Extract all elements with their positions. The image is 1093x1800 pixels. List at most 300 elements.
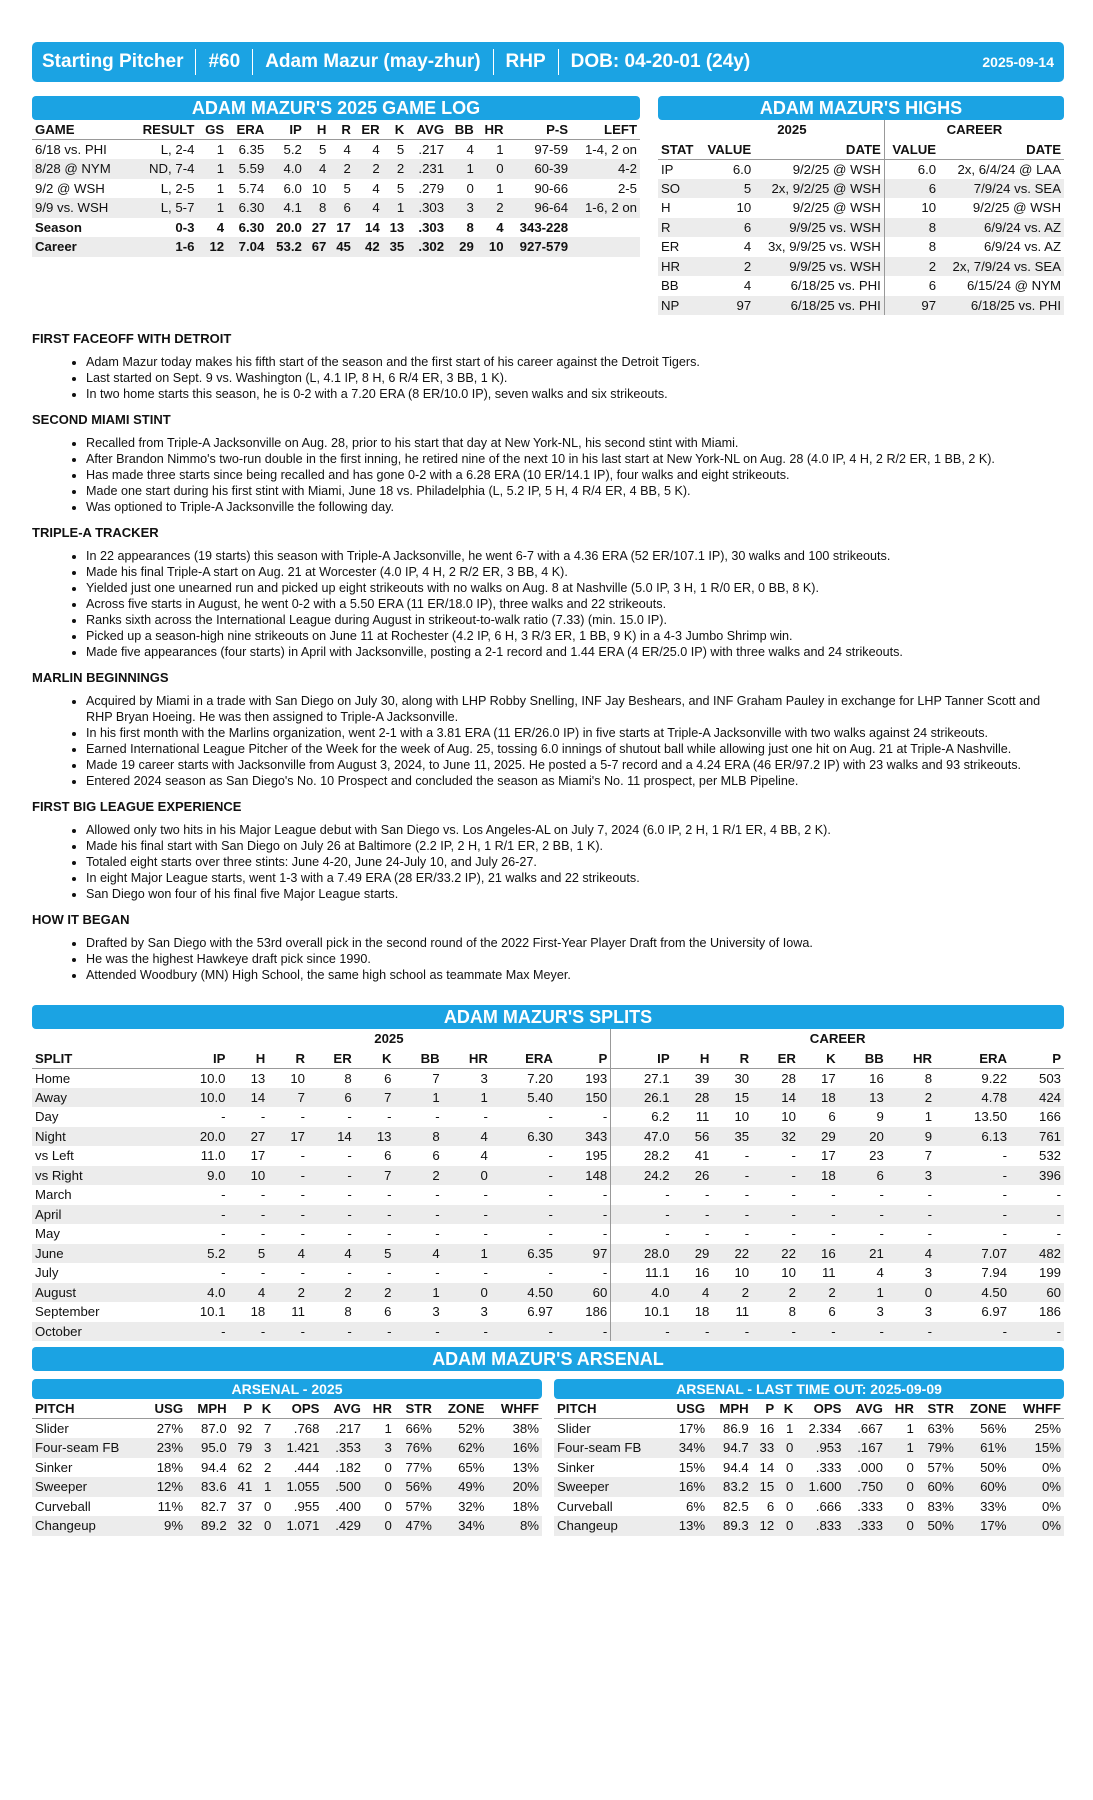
header-divider bbox=[252, 49, 253, 75]
splits-row bbox=[32, 1283, 1064, 1303]
arsenal-last-outing-cell: .666 bbox=[815, 1498, 842, 1514]
splits-cell: 27.1 bbox=[643, 1070, 670, 1086]
arsenal-2025-header: STR bbox=[395, 1399, 435, 1419]
splits-cell: - bbox=[491, 1322, 556, 1342]
splits-cell: 9.0 bbox=[168, 1166, 229, 1186]
arsenal-last-outing-cell: 57% bbox=[927, 1459, 954, 1475]
arsenal-last-outing-cell: Changeup bbox=[554, 1516, 665, 1536]
notes-item: • In 22 appearances (19 starts) this season with Triple-A Jacksonville, he went 6-7 with a 4.36 ERA (52 ER/107.1 IP), 30 walks and 100 strikeouts. bbox=[86, 548, 1064, 564]
highs-cell: 6/18/25 vs. PHI bbox=[754, 296, 884, 316]
splits-cell: 199 bbox=[1038, 1265, 1061, 1281]
notes-item: • After Brandon Nimmo's two-run double in the first inning, he retired nine of the next 10 in his last start at New York-NL on Aug. 28 (4.0 IP, 4 H, 2 R/2 ER, 1 BB, 2 K). bbox=[86, 451, 1064, 467]
arsenal-last-outing-header: USG bbox=[665, 1399, 708, 1419]
splits-cell: March bbox=[35, 1187, 72, 1203]
highs-row bbox=[658, 218, 1064, 238]
arsenal-2025-header: HR bbox=[364, 1399, 395, 1419]
game-log-header: P-S bbox=[507, 120, 572, 140]
arsenal-last-outing-cell: 0 bbox=[906, 1498, 914, 1514]
splits-cell: 7.07 bbox=[935, 1244, 1010, 1264]
arsenal-2025-cell: Sweeper bbox=[32, 1477, 143, 1497]
splits-cell: - bbox=[935, 1205, 1010, 1225]
arsenal-2025-cell: 52% bbox=[458, 1421, 485, 1436]
splits-cell: - bbox=[300, 1265, 305, 1281]
notes-item: • Yielded just one unearned run and picked up eight strikeouts with no walks on Aug. 8 at Nashville (5.0 IP, 3 H, 1 R/0 ER, 0 BB, 8 K). bbox=[86, 580, 1064, 596]
game-log-cell: 1 bbox=[383, 198, 408, 218]
arsenal-last-outing-cell: 16 bbox=[759, 1421, 775, 1436]
arsenal-last-outing-cell: 0 bbox=[886, 1477, 917, 1497]
splits-cell: - bbox=[221, 1226, 226, 1242]
splits-cell: - bbox=[831, 1226, 836, 1242]
arsenal-2025-cell: 0 bbox=[364, 1516, 395, 1536]
highs-cell: 4 bbox=[743, 278, 752, 294]
splits-cell: - bbox=[300, 1148, 305, 1164]
arsenal-last-outing-cell: 0% bbox=[1009, 1516, 1064, 1536]
arsenal-last-outing-cell: 13% bbox=[665, 1516, 708, 1536]
highs-header: VALUE bbox=[700, 140, 754, 160]
game-log-cell: 10 bbox=[311, 180, 327, 196]
splits-cell: 27 bbox=[228, 1127, 268, 1147]
game-log-total-cell: 4 bbox=[216, 219, 225, 235]
arsenal-last-outing-row bbox=[554, 1497, 1064, 1517]
game-log-cell: 9/2 @ WSH bbox=[35, 180, 105, 196]
splits-group-career: CAREER bbox=[809, 1031, 866, 1047]
highs-row bbox=[658, 237, 1064, 257]
game-log-cell: 5.74 bbox=[238, 180, 265, 196]
game-log-total-cell: 45 bbox=[329, 237, 354, 257]
highs-header: DATE bbox=[939, 140, 1064, 160]
splits-cell: 4 bbox=[443, 1127, 491, 1147]
splits-cell: 10 bbox=[734, 1265, 750, 1281]
splits-cell: 13 bbox=[839, 1088, 887, 1108]
splits-cell: - bbox=[935, 1166, 1010, 1186]
splits-cell: - bbox=[1010, 1322, 1064, 1342]
arsenal-last-outing-header: WHFF bbox=[1009, 1399, 1064, 1419]
splits-cell: 4 bbox=[228, 1283, 268, 1303]
arsenal-2025-cell: 34% bbox=[435, 1516, 488, 1536]
game-log-total-cell: 6.30 bbox=[238, 219, 265, 235]
arsenal-title: ADAM MAZUR'S ARSENAL bbox=[32, 1347, 1064, 1371]
game-log-cell: 90-66 bbox=[534, 180, 569, 196]
splits-cell: 13.50 bbox=[974, 1109, 1008, 1125]
splits-cell: - bbox=[791, 1226, 796, 1242]
game-log-total-cell: 927-579 bbox=[507, 237, 572, 257]
splits-cell: 6 bbox=[384, 1304, 392, 1320]
splits-cell: 532 bbox=[1038, 1148, 1061, 1164]
game-log-cell: 5.2 bbox=[283, 142, 302, 157]
notes-item: • Last started on Sept. 9 vs. Washington (L, 4.1 IP, 8 H, 6 R/4 ER, 3 BB, 1 K). bbox=[86, 370, 1064, 386]
splits-cell: - bbox=[491, 1205, 556, 1225]
game-log-cell: 1 bbox=[197, 198, 227, 218]
splits-cell: 20.0 bbox=[168, 1127, 229, 1147]
splits-cell: - bbox=[673, 1322, 713, 1342]
splits-cell: 2 bbox=[752, 1283, 799, 1303]
game-log-cell: 4 bbox=[343, 142, 351, 157]
highs-cell: HR bbox=[658, 257, 700, 277]
arsenal-last-outing-row bbox=[554, 1419, 1064, 1439]
splits-cell: June bbox=[32, 1244, 168, 1264]
splits-cell: 20 bbox=[839, 1127, 887, 1147]
arsenal-last-outing-cell: 83% bbox=[927, 1498, 954, 1514]
notes-item: • Entered 2024 season as San Diego's No. 10 Prospect and concluded the season as Miami's No. 11 prospect, per MLB Pipeline. bbox=[86, 773, 1064, 789]
splits-cell: 10.0 bbox=[168, 1088, 229, 1108]
highs-cell: 6 bbox=[700, 218, 754, 238]
splits-row bbox=[32, 1185, 1064, 1205]
game-log-cell: 5.59 bbox=[227, 159, 267, 179]
game-log-header: GS bbox=[197, 120, 227, 140]
highs-header: DATE bbox=[754, 140, 884, 160]
splits-cell: - bbox=[268, 1322, 308, 1342]
splits-cell: 3 bbox=[432, 1304, 440, 1320]
notes-item: • Has made three starts since being recalled and has gone 0-2 with a 6.28 ERA (10 ER/14.1 IP), four walks and eight strikeouts. bbox=[86, 467, 1064, 483]
arsenal-2025-header: WHFF bbox=[487, 1399, 542, 1419]
game-log-total-row bbox=[32, 218, 640, 238]
highs-cell: 97 bbox=[700, 296, 754, 316]
arsenal-last-outing-cell: .167 bbox=[844, 1438, 885, 1458]
splits-header: R bbox=[268, 1049, 308, 1069]
arsenal-2025-row bbox=[32, 1458, 542, 1478]
game-log-title: ADAM MAZUR'S 2025 GAME LOG bbox=[32, 96, 640, 120]
game-log-cell: 8 bbox=[305, 198, 330, 218]
game-log-cell: 2 bbox=[354, 159, 383, 179]
highs-cell: 8 bbox=[928, 239, 937, 255]
notes-heading: FIRST FACEOFF WITH DETROIT bbox=[32, 331, 232, 346]
arsenal-2025-cell: 62% bbox=[435, 1438, 488, 1458]
splits-cell: 1 bbox=[395, 1088, 443, 1108]
splits-cell: - bbox=[228, 1322, 268, 1342]
splits-row bbox=[32, 1263, 1064, 1283]
game-log-cell: 1 bbox=[447, 159, 477, 179]
arsenal-2025-row bbox=[32, 1419, 542, 1439]
splits-cell: - bbox=[752, 1166, 799, 1186]
game-log-cell: 6.35 bbox=[238, 142, 265, 157]
splits-cell: - bbox=[491, 1166, 556, 1186]
splits-header: ERA bbox=[935, 1049, 1010, 1069]
splits-cell: - bbox=[387, 1109, 392, 1125]
notes-heading: TRIPLE-A TRACKER bbox=[32, 525, 159, 540]
splits-cell: 97 bbox=[556, 1244, 611, 1264]
splits-cell: 3 bbox=[924, 1265, 933, 1281]
splits-cell: 10 bbox=[228, 1166, 268, 1186]
highs-cell: 3x, 9/9/25 vs. WSH bbox=[754, 237, 884, 257]
arsenal-2025-cell: 77% bbox=[405, 1459, 432, 1475]
game-log-header: HR bbox=[477, 120, 507, 140]
splits-cell: 6 bbox=[828, 1109, 836, 1125]
arsenal-2025-cell: 32 bbox=[230, 1516, 256, 1536]
game-log-header: R bbox=[329, 120, 354, 140]
splits-cell: 30 bbox=[734, 1070, 750, 1086]
splits-cell: - bbox=[712, 1322, 752, 1342]
splits-cell: 2 bbox=[395, 1166, 443, 1186]
highs-cell: 4 bbox=[743, 239, 752, 255]
arsenal-2025-cell: 2 bbox=[263, 1459, 272, 1475]
splits-cell: - bbox=[556, 1205, 611, 1225]
splits-cell: - bbox=[300, 1109, 305, 1125]
arsenal-2025-header: P bbox=[230, 1399, 256, 1419]
game-log-cell: 4 bbox=[354, 198, 383, 218]
arsenal-2025-cell: 95.0 bbox=[186, 1438, 230, 1458]
arsenal-last-outing-cell: Curveball bbox=[557, 1498, 613, 1514]
notes-item: • Acquired by Miami in a trade with San Diego on July 30, along with LHP Robby Snelling, INF Jay Beshears, and INF Graham Pauley in exchange for LHP Tanner Scott and RHP Bryan Hoeing. He was then assigned to Triple-A Jacksonville. bbox=[86, 693, 1064, 725]
notes-item: • Picked up a season-high nine strikeouts on June 11 at Rochester (4.2 IP, 6 H, 3 R/3 ER, 1 BB, 9 K) in a 4-3 Jumbo Shrimp win. bbox=[86, 628, 1064, 644]
splits-cell: 28.0 bbox=[611, 1244, 673, 1264]
splits-cell: 18 bbox=[250, 1304, 266, 1320]
splits-cell: 6 bbox=[432, 1148, 440, 1164]
splits-cell: - bbox=[712, 1166, 752, 1186]
splits-cell: - bbox=[879, 1187, 884, 1203]
splits-cell: - bbox=[548, 1187, 553, 1203]
splits-cell: 10.1 bbox=[199, 1304, 226, 1320]
arsenal-2025-cell: 1.055 bbox=[274, 1477, 322, 1497]
arsenal-2025-cell: 13% bbox=[512, 1459, 539, 1475]
splits-cell: 10.0 bbox=[199, 1070, 226, 1086]
game-log-cell: 4-2 bbox=[571, 159, 640, 179]
arsenal-last-outing-header: OPS bbox=[796, 1399, 844, 1419]
splits-cell: - bbox=[260, 1109, 266, 1125]
arsenal-last-outing-cell: 50% bbox=[980, 1459, 1007, 1475]
arsenal-last-outing-cell: 50% bbox=[917, 1516, 957, 1536]
splits-cell: - bbox=[556, 1322, 611, 1342]
arsenal-last-outing-header: HR bbox=[886, 1399, 917, 1419]
splits-cell: - bbox=[799, 1322, 839, 1342]
notes-list bbox=[86, 822, 1064, 902]
splits-header: ER bbox=[308, 1049, 355, 1069]
game-log-total-cell: Season bbox=[35, 219, 82, 235]
arsenal-2025-cell: 16% bbox=[487, 1438, 542, 1458]
header-divider bbox=[558, 49, 559, 75]
splits-cell: 9.22 bbox=[981, 1070, 1008, 1086]
splits-cell: - bbox=[483, 1226, 488, 1242]
highs-cell: 6 bbox=[928, 278, 937, 294]
game-log-total-cell: 14 bbox=[365, 219, 380, 235]
notes-item: • Across five starts in August, he went 0-2 with a 5.50 ERA (11 ER/18.0 IP), three walks and 22 strikeouts. bbox=[86, 596, 1064, 612]
highs-section bbox=[658, 96, 1064, 315]
arsenal-last-outing-cell: Sweeper bbox=[554, 1477, 665, 1497]
splits-cell: 6 bbox=[384, 1070, 392, 1086]
splits-cell: 4.50 bbox=[491, 1283, 556, 1303]
arsenal-last-outing-cell: 1 bbox=[906, 1421, 914, 1436]
highs-cell: 6.0 bbox=[732, 161, 752, 177]
splits-group-2025: 2025 bbox=[168, 1029, 611, 1049]
splits-cell: - bbox=[548, 1265, 553, 1281]
arsenal-2025-cell: Sinker bbox=[35, 1459, 73, 1475]
splits-cell: - bbox=[1002, 1226, 1008, 1242]
highs-cell: 2x, 6/4/24 @ LAA bbox=[957, 161, 1061, 177]
splits-cell: 150 bbox=[556, 1088, 611, 1108]
splits-cell: - bbox=[548, 1109, 553, 1125]
arsenal-2025-cell: 41 bbox=[230, 1477, 256, 1497]
game-log-total-row bbox=[32, 237, 640, 257]
splits-cell: - bbox=[221, 1187, 226, 1203]
arsenal-last-outing-cell: 14 bbox=[759, 1459, 775, 1475]
splits-cell: 1 bbox=[924, 1109, 933, 1125]
arsenal-2025-cell: 1 bbox=[384, 1421, 392, 1436]
splits-cell: 24.2 bbox=[611, 1166, 673, 1186]
highs-cell: 8 bbox=[884, 218, 939, 238]
splits-cell: 9 bbox=[887, 1127, 935, 1147]
arsenal-last-outing-cell: 12 bbox=[752, 1516, 778, 1536]
arsenal-2025-cell: 94.4 bbox=[201, 1459, 227, 1475]
arsenal-2025-header: OPS bbox=[274, 1399, 322, 1419]
splits-cell: 11 bbox=[735, 1304, 750, 1320]
arsenal-last-outing-title: ARSENAL - LAST TIME OUT: 2025-09-09 bbox=[554, 1379, 1064, 1399]
highs-cell: 6 bbox=[884, 179, 939, 199]
splits-section bbox=[32, 1005, 1064, 1341]
game-log-cell: 6.30 bbox=[227, 198, 267, 218]
highs-cell: 6/18/25 vs. PHI bbox=[939, 296, 1064, 316]
splits-cell: 4 bbox=[480, 1148, 488, 1164]
arsenal-last-outing-cell: 0 bbox=[777, 1477, 796, 1497]
splits-cell: 11 bbox=[695, 1109, 710, 1125]
splits-cell: vs Right bbox=[32, 1166, 168, 1186]
arsenal-last-outing-cell: 15% bbox=[1009, 1438, 1064, 1458]
splits-cell: 22 bbox=[752, 1244, 799, 1264]
arsenal-2025-header: K bbox=[255, 1399, 274, 1419]
arsenal-2025-cell: 38% bbox=[512, 1421, 539, 1436]
arsenal-2025-cell: 1.421 bbox=[274, 1438, 322, 1458]
splits-cell: - bbox=[791, 1148, 796, 1164]
arsenal-2025-cell: 1 bbox=[255, 1477, 274, 1497]
arsenal-last-outing-cell: 60% bbox=[957, 1477, 1010, 1497]
arsenal-last-outing-cell: 83.2 bbox=[708, 1477, 752, 1497]
splits-cell: 8 bbox=[788, 1304, 796, 1320]
splits-cell: 21 bbox=[839, 1244, 887, 1264]
arsenal-2025-title: ARSENAL - 2025 bbox=[32, 1379, 542, 1399]
splits-cell: 9 bbox=[876, 1109, 884, 1125]
splits-header: BB bbox=[395, 1049, 443, 1069]
splits-row bbox=[32, 1068, 1064, 1088]
splits-cell: 2 bbox=[355, 1283, 395, 1303]
game-log-cell: 0 bbox=[477, 159, 507, 179]
splits-cell: 32 bbox=[752, 1127, 799, 1147]
splits-cell: 15 bbox=[712, 1088, 752, 1108]
arsenal-last-outing-cell: 1 bbox=[886, 1438, 917, 1458]
arsenal-last-outing-row bbox=[554, 1458, 1064, 1478]
arsenal-2025-cell: 27% bbox=[156, 1421, 184, 1436]
splits-cell: - bbox=[744, 1148, 750, 1164]
splits-cell: 6.97 bbox=[527, 1304, 553, 1320]
game-log-header: AVG bbox=[407, 120, 447, 140]
arsenal-2025-cell: .429 bbox=[322, 1516, 363, 1536]
arsenal-last-outing-cell: 0 bbox=[785, 1498, 794, 1514]
arsenal-last-outing-cell: 17% bbox=[957, 1516, 1010, 1536]
splits-cell: 8 bbox=[395, 1127, 443, 1147]
game-log-cell: 6/18 vs. PHI bbox=[35, 142, 107, 157]
splits-cell: 4 bbox=[395, 1244, 443, 1264]
game-log-row bbox=[32, 198, 640, 218]
splits-cell: - bbox=[221, 1265, 226, 1281]
arsenal-2025-cell: 92 bbox=[237, 1421, 253, 1436]
splits-cell: 14 bbox=[228, 1088, 268, 1108]
splits-cell: April bbox=[32, 1205, 168, 1225]
splits-cell: 6.13 bbox=[935, 1127, 1010, 1147]
arsenal-2025-row bbox=[32, 1516, 542, 1536]
notes-item: • Drafted by San Diego with the 53rd overall pick in the second round of the 2022 First-Year Player Draft from the University of Iowa. bbox=[86, 935, 1064, 951]
arsenal-last-outing-cell: 6% bbox=[686, 1498, 706, 1514]
arsenal-2025-cell: 0 bbox=[255, 1516, 274, 1536]
arsenal-last-outing-cell: .333 bbox=[815, 1459, 842, 1475]
splits-cell: 1 bbox=[443, 1244, 491, 1264]
splits-cell: - bbox=[443, 1322, 491, 1342]
header-number: #60 bbox=[208, 51, 241, 72]
splits-cell: 4 bbox=[887, 1244, 935, 1264]
game-log-header: ER bbox=[354, 120, 383, 140]
splits-cell: 5 bbox=[228, 1244, 268, 1264]
game-log-cell: 2 bbox=[477, 198, 507, 218]
game-log-cell: 60-39 bbox=[507, 159, 572, 179]
arsenal-2025-cell: 65% bbox=[458, 1459, 485, 1475]
splits-cell: 13 bbox=[355, 1127, 395, 1147]
splits-row bbox=[32, 1205, 1064, 1225]
highs-table bbox=[658, 120, 1064, 315]
splits-cell: - bbox=[387, 1265, 392, 1281]
notes-item: • Earned International League Pitcher of the Week for the week of Aug. 25, tossing 6.0 innings of shutout ball while allowing just one hit on Aug. 21 at Triple-A Nashville. bbox=[86, 741, 1064, 757]
arsenal-last-outing-cell: 16% bbox=[665, 1477, 708, 1497]
splits-cell: - bbox=[665, 1226, 670, 1242]
arsenal-last-outing-cell: 1.600 bbox=[796, 1477, 844, 1497]
arsenal-2025-cell: 23% bbox=[143, 1438, 186, 1458]
splits-header: BB bbox=[839, 1049, 887, 1069]
splits-cell: Day bbox=[35, 1109, 59, 1125]
splits-cell: - bbox=[556, 1224, 611, 1244]
splits-cell: 1 bbox=[395, 1283, 443, 1303]
splits-cell: 6.30 bbox=[491, 1127, 556, 1147]
arsenal-last-outing-cell: Four-seam FB bbox=[554, 1438, 665, 1458]
splits-spacer bbox=[32, 1029, 168, 1049]
game-log-cell: 96-64 bbox=[507, 198, 572, 218]
splits-cell: 10 bbox=[781, 1109, 796, 1125]
splits-cell: 1 bbox=[443, 1088, 491, 1108]
splits-cell: - bbox=[435, 1109, 440, 1125]
splits-cell: - bbox=[556, 1263, 611, 1283]
splits-cell: 26.1 bbox=[611, 1088, 673, 1108]
splits-cell: 16 bbox=[694, 1265, 710, 1281]
game-log-cell: ND, 7-4 bbox=[129, 159, 198, 179]
arsenal-2025-row bbox=[32, 1438, 542, 1458]
splits-cell: 11 bbox=[821, 1265, 836, 1281]
splits-cell: - bbox=[483, 1109, 488, 1125]
arsenal-last-outing-row bbox=[554, 1438, 1064, 1458]
splits-cell: 6 bbox=[828, 1304, 836, 1320]
splits-cell: 60 bbox=[556, 1283, 611, 1303]
splits-cell: - bbox=[548, 1226, 553, 1242]
arsenal-last-outing-header: PITCH bbox=[554, 1399, 665, 1419]
arsenal-last-outing-cell: .000 bbox=[857, 1459, 883, 1475]
splits-cell: - bbox=[1002, 1187, 1008, 1203]
game-log-row bbox=[32, 140, 640, 160]
game-log-cell: 8/28 @ NYM bbox=[32, 159, 129, 179]
splits-cell: 10 bbox=[781, 1265, 796, 1281]
header-divider bbox=[493, 49, 494, 75]
splits-row bbox=[32, 1244, 1064, 1264]
splits-cell: 7 bbox=[924, 1148, 933, 1164]
arsenal-last-outing-cell: 0% bbox=[1041, 1498, 1061, 1514]
game-log-cell: 5 bbox=[343, 180, 351, 196]
splits-cell: 8 bbox=[344, 1304, 352, 1320]
game-log-header: IP bbox=[267, 120, 305, 140]
arsenal-2025-cell: 3 bbox=[255, 1438, 274, 1458]
arsenal-last-outing-cell: Slider bbox=[557, 1421, 591, 1436]
splits-cell: 41 bbox=[694, 1148, 710, 1164]
splits-cell: - bbox=[443, 1205, 491, 1225]
splits-cell: 16 bbox=[799, 1244, 839, 1264]
game-log-total-cell bbox=[571, 218, 640, 238]
arsenal-2025-cell: Changeup bbox=[32, 1516, 143, 1536]
splits-cell: 14 bbox=[752, 1088, 799, 1108]
splits-header: P bbox=[1010, 1049, 1064, 1069]
splits-cell: 6 bbox=[839, 1166, 887, 1186]
splits-cell: 39 bbox=[694, 1070, 710, 1086]
game-log-row bbox=[32, 179, 640, 199]
